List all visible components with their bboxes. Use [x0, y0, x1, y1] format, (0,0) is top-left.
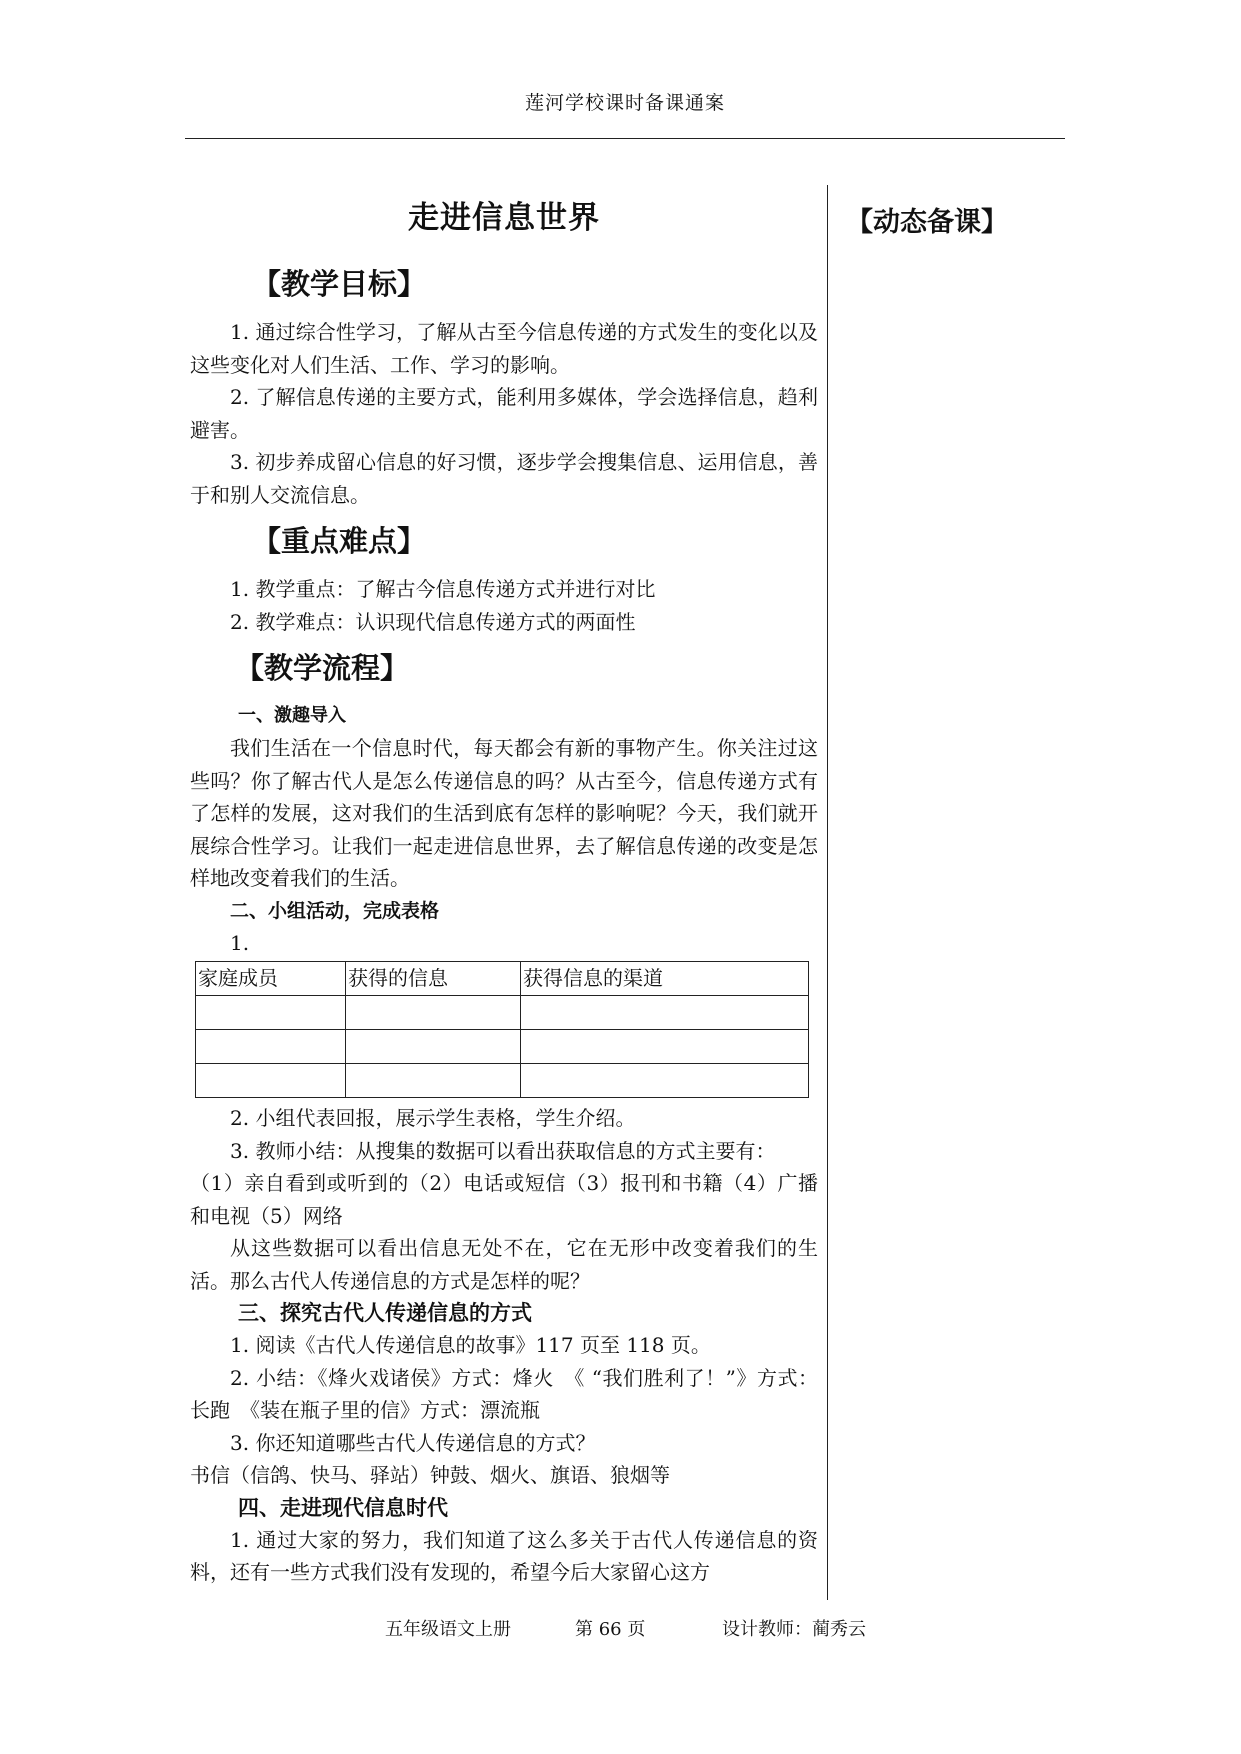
- step4-item1: 1. 通过大家的努力，我们知道了这么多关于古代人传递信息的资料，还有一些方式我们没有发现的，希望今后大家留心这方: [190, 1527, 818, 1584]
- table-header-cell: 获得的信息: [346, 962, 521, 996]
- table-cell: [521, 1064, 809, 1098]
- footer-grade-book: 五年级语文上册: [385, 1619, 511, 1640]
- footer-teacher: 设计教师：蔺秀云: [722, 1619, 866, 1640]
- step3-heading: 三、探究古代人传递信息的方式: [238, 1301, 532, 1325]
- step3-item3: 3. 你还知道哪些古代人传递信息的方式？: [230, 1430, 596, 1455]
- step4-heading: 四、走进现代信息时代: [238, 1495, 448, 1520]
- table-cell: [196, 1064, 346, 1098]
- dynamic-prep-title: 【动态备课】: [846, 207, 1008, 238]
- table-cell: [521, 996, 809, 1030]
- process-heading: 【教学流程】: [235, 651, 410, 685]
- family-info-table: [195, 961, 809, 1098]
- step1-text: 我们生活在一个信息时代，每天都会有新的事物产生。你关注过这些吗？你了解古代人是怎么传递信息的吗？从古至今，信息传递方式有了怎样的发展，这对我们的生活到底有怎样的影响呢？今天，我们就开展综合性学习。让我们一起走进信息世界，去了解信息传递的改变是怎样地改变着我们的生活。: [190, 736, 818, 890]
- table-cell: [346, 996, 521, 1030]
- table-cell: [196, 1030, 346, 1064]
- column-divider: [827, 185, 828, 1600]
- table-header-cell: 家庭成员: [196, 962, 346, 996]
- table-cell: [196, 996, 346, 1030]
- table-cell: [346, 1064, 521, 1098]
- table-header-row: [196, 962, 809, 996]
- step3-item1: 1. 阅读《古代人传递信息的故事》117 页至 118 页。: [230, 1333, 711, 1357]
- key-point-item: 2. 教学难点：认识现代信息传递方式的两面性: [230, 609, 636, 634]
- lesson-plan-body: [190, 198, 818, 1589]
- table-row: [196, 1030, 809, 1064]
- key-points-heading: 【重点难点】: [252, 524, 427, 558]
- step2-item1: 1.: [230, 930, 250, 955]
- key-point-item: 1. 教学重点：了解古今信息传递方式并进行对比: [230, 577, 656, 601]
- step2-item3-list: （1）亲自看到或听到的（2）电话或短信（3）报刊和书籍（4）广播和电视（5）网络: [190, 1171, 818, 1228]
- school-header: 莲河学校课时备课通案: [524, 92, 725, 114]
- step2-heading: 二、小组活动，完成表格: [230, 899, 440, 922]
- footer-page-number: 第 66 页: [575, 1619, 646, 1640]
- table-header-cell: 获得信息的渠道: [521, 962, 809, 996]
- lesson-title: 走进信息世界: [408, 200, 600, 236]
- table-row: [196, 1064, 809, 1098]
- step3-item3-answer: 书信（信鸽、快马、驿站）钟鼓、烟火、旗语、狼烟等: [190, 1463, 670, 1487]
- objective-item: 3. 初步养成留心信息的好习惯，逐步学会搜集信息、运用信息，善于和别人交流信息。: [190, 450, 818, 507]
- table-cell: [346, 1030, 521, 1064]
- header-divider: [185, 138, 1065, 139]
- objectives-heading: 【教学目标】: [252, 267, 427, 301]
- table-cell: [521, 1030, 809, 1064]
- objective-item: 2. 了解信息传递的主要方式，能利用多媒体，学会选择信息，趋利避害。: [190, 385, 818, 442]
- step3-item2: 2. 小结：《烽火戏诸侯》方式：烽火 《 “我们胜利了！”》方式：长跑 《装在瓶子里的信》方式：漂流瓶: [190, 1365, 818, 1422]
- step2-item2: 2. 小组代表回报，展示学生表格，学生介绍。: [230, 1106, 636, 1130]
- step2-item3: 3. 教师小结：从搜集的数据可以看出获取信息的方式主要有：: [230, 1138, 776, 1163]
- objective-item: 1. 通过综合性学习，了解从古至今信息传递的方式发生的变化以及这些变化对人们生活、工作、学习的影响。: [190, 320, 818, 377]
- step2-item3-tail: 从这些数据可以看出信息无处不在，它在无形中改变着我们的生活。那么古代人传递信息的方式是怎样的呢？: [190, 1236, 818, 1293]
- table-row: [196, 996, 809, 1030]
- step1-heading: 一、激趣导入: [238, 705, 346, 726]
